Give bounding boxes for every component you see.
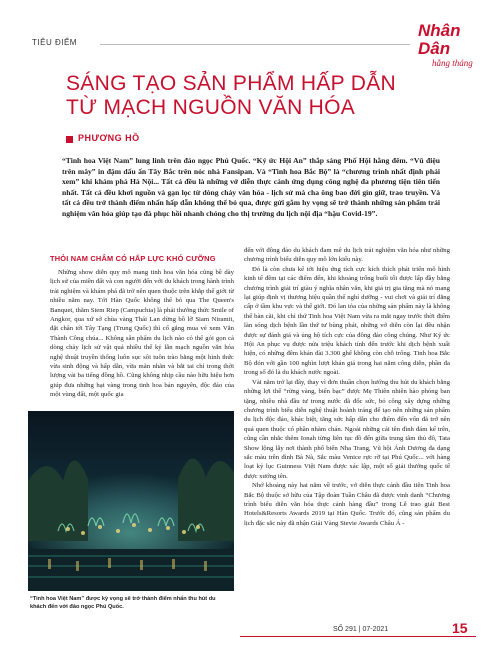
issue-label: SỐ 291 | 07-2021 — [333, 626, 389, 633]
column-left — [50, 254, 234, 400]
article-photo — [28, 411, 234, 591]
paragraph: Những show diễn quy mô mang tinh hoa văn hóa cũng bề dày lịch sử của miền đất và con người đến với du khách trong hành trình trải nghiệm và khám phá đã trở nên quen thuộc trên khắp thế giới từ nhiều năm nay. Tới Hàn Quốc không thể bỏ qua The Queen's Banquet, thăm Siem Riep (Campuchia) là phải thưởng thức Smile of Angkor, qua xứ sở chùa vàng Thái Lan dừng bồ lỡ Siam Niramit, đặt chân tới Tây Tạng (Trung Quốc) thì cố gắng mua vé xem Văn Thành Công chúa... Không sân phẩm du lịch nào có thể gói gọn cả dòng chảy lịch sử vật quá nhiều thế kỷ lẫn mạch nguồn văn hóa nghệ thuật truyền thống luôn sục sôi tuôn trào bằng một hình thức vừa sinh động và hấp dẫn, vừa mãn nhãn và bắt tai chỉ trong thời lượng vài ba tiếng đồng hồ. Cũng không nhịp cầu nào hữu hiệu hơn giúp đưa những hạt vàng trong tinh hoa bản nguyên, độc đáo của một vùng đất, một quốc gia — [50, 269, 234, 399]
title-line: SÁNG TẠO SẢN PHẨM HẤP DẪN — [66, 72, 396, 95]
section-tag: TIÊU ĐIỂM — [32, 38, 77, 47]
stage-performance-image — [28, 411, 234, 591]
section-subhead: THỎI NAM CHÂM CÓ HẤP LỰC KHÓ CƯỠNG — [50, 254, 216, 263]
column-right — [244, 246, 450, 528]
paragraph: Vài năm trở lại đây, thay vì đơn thuần chọn hướng thu hút du khách bằng những lợi thế “rừng vàng, biển bạc” được Mẹ Thiên nhiên hào phóng ban tặng, nhiều nhà đầu tư trong nước đã đốc sức, bỏ công xây dựng những chương trình biểu diễn nghệ thuật hoành tráng để tạo nên những sản phẩm du lịch độc đáo, khác biệt, tăng sức hấp dẫn cho điểm đến vốn đã trở nên quá quen thuộc có phần nhàm chán. Ngoài những cái tên đình đám kể trên, cũng cần nhắc thêm Ionah từng liên tục đồ đến giữa trung tâm thủ đô, Tata Show lộng lẫy nơi thành phố biển Nha Trang, Vũ hội Ánh Dương đa dạng sắc màu trên đỉnh Bà Nà, Sắc màu Venice rực rỡ tại Phú Quốc... với hàng loạt kỷ lục Guinness Việt Nam được xác lập, một số giải thưởng quốc tế được xướng tên. — [244, 378, 450, 480]
body-text-left — [50, 268, 234, 400]
footer-rule — [240, 636, 476, 637]
article-title — [66, 72, 446, 120]
author-marker — [66, 136, 73, 143]
page-number: 15 — [452, 620, 468, 636]
logo-sub: hằng tháng — [432, 58, 473, 68]
lead-paragraph: “Tinh hoa Việt Nam” lung linh trên đảo ngọc Phú Quốc. “Ký ức Hội An” thắp sáng Phố Hội hằng đêm. “Vũ điệu trên mây” in đậm dấu ấn Tây Bắc trên nóc nhà Fansipan. Và “Tinh hoa Bắc Bộ” là “chương trình nhất định phải xem” khi khám phá Hà Nội... Tất cả đều là những vở diễn thực cảnh ứng dụng công nghệ đa phương tiện tiên tiến nhất. Tất cả đều khơi nguồn và gạn lọc từ dòng chảy văn hóa - lịch sử mà cha ông bao đời gìn giữ, trao truyền. Và tất cả đều trở thành điểm nhấn hấp dẫn không thể bỏ qua, được gửi gắm hy vọng sẽ trở thành những sản phẩm trải nghiệm văn hóa giúp tạo đà phục hồi nhanh chóng cho thị trường du lịch nội địa “hậu Covid-19”. — [62, 156, 440, 218]
photo-caption: “Tinh hoa Việt Nam” được kỳ vọng sẽ trở thành điểm nhấn thu hút du khách đến với đảo ngọc Phú Quốc. — [30, 596, 216, 610]
author-byline: PHƯƠNG HỒ — [78, 133, 140, 143]
title-line: TỪ MẠCH NGUỒN VĂN HÓA — [66, 96, 356, 119]
paragraph: Đó là còn chưa kể tới hiệu ứng tích cực kích thích phát triển mô hình kinh tế đêm tại các điểm đến, khi khoảng trống buổi tối được lấp đầy bằng chương trình giải trí giàu ý nghĩa nhân văn, khi giá trị gia tăng mà nó mang lại giúp định vị thương hiệu quần thể nghỉ dưỡng - vui chơi và giải trí đẳng cấp ở tầm khu vực và thế giới. Đó lan tỏa của những sản phẩm này là không thể bàn cãi, khi chỉ thứ Tinh hoa Việt Nam vừa ra mắt ngay trước thời điểm làn sóng dịch bệnh lần thứ tư bùng phát, những vở diễn còn lại đều nhận được sự đánh giá và ủng hộ tích cực của đông đảo công chúng. Như Ký ức Hội An phục vụ được nửa triệu khách tính đến trước khi dịch bệnh xuất hiện, có những đêm khán đài 3.300 ghế không còn chỗ trống. Tinh hoa Bắc Bộ đón với gần 100 nghìn lượt khán giả trong hai năm công diễn, phần đa trong số đó là du khách nước ngoài. — [244, 265, 450, 377]
paragraph: đến với đông đảo du khách đam mê du lịch trải nghiệm văn hóa như những chương trình biểu diễn quy mô lớn kiểu này. — [244, 247, 450, 264]
logo-main: Nhân Dân — [418, 21, 461, 58]
newspaper-logo — [418, 21, 480, 68]
header-rule — [100, 44, 410, 45]
paragraph: Nhớ khoảng này hai năm về trước, vở diễn thực cảnh đầu tiên Tinh hoa Bắc Bộ thuộc sở hữu của Tập đoàn Tuần Châu đã được vinh danh “Chương trình biểu diễn văn hóa thực cảnh hàng đầu” trong Lễ trao giải Best Hotels&Resorts Awards 2019 tại Hàn Quốc. Trước đó, cũng sản phẩm du lịch đặc sắc này đã nhận Giải Vàng Stevie Awards Châu Á - — [244, 482, 450, 527]
